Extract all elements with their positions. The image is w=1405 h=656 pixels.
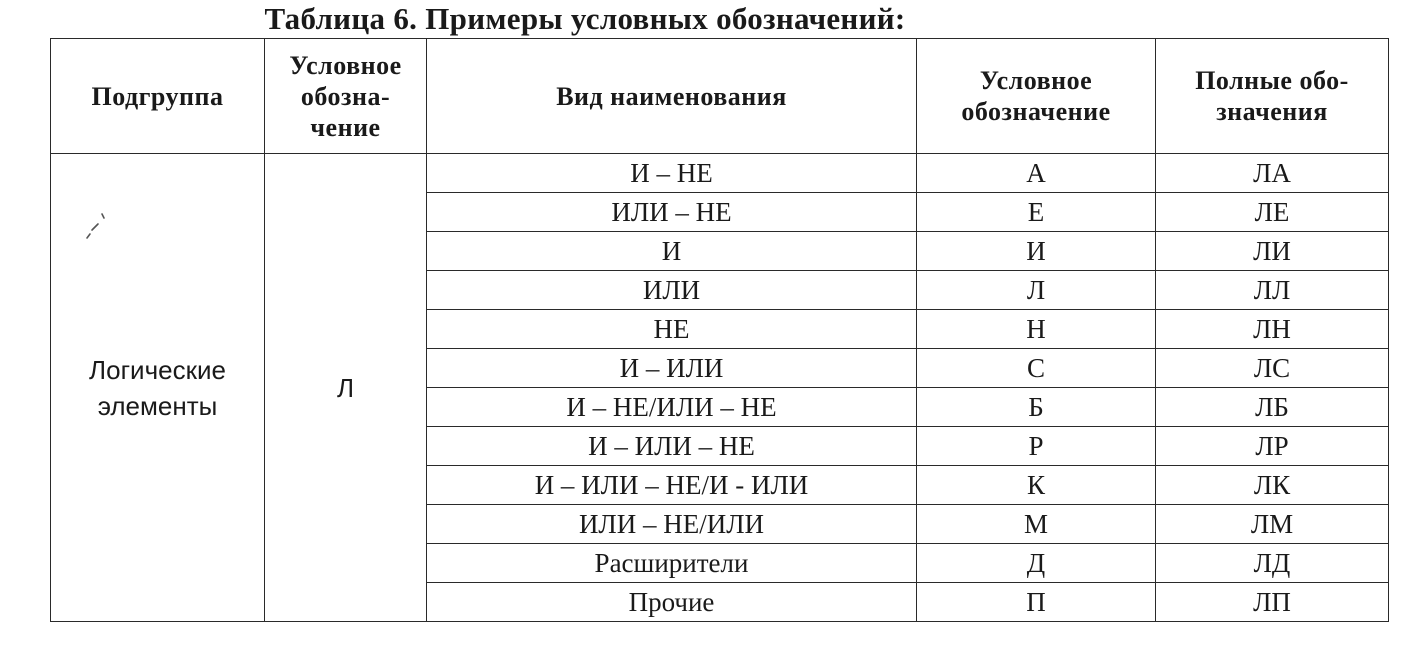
header-code-line1: Условное xyxy=(289,50,402,80)
full-cell: ЛМ xyxy=(1156,505,1389,544)
header-code-line2: обозна- xyxy=(300,81,391,111)
header-full-line1: Полные обо- xyxy=(1195,66,1349,95)
full-cell: ЛЕ xyxy=(1156,193,1389,232)
symbol-cell: М xyxy=(917,505,1156,544)
table-row xyxy=(51,154,1389,193)
full-cell: ЛИ xyxy=(1156,232,1389,271)
header-symbol xyxy=(917,39,1156,154)
name-cell: ИЛИ xyxy=(427,271,917,310)
header-subgroup-text: Подгруппа xyxy=(91,81,224,111)
full-cell: ЛА xyxy=(1156,154,1389,193)
header-subgroup xyxy=(51,39,265,154)
header-symbol-line2: обозначение xyxy=(961,97,1111,126)
name-cell: НЕ xyxy=(427,310,917,349)
name-cell: ИЛИ – НЕ xyxy=(427,193,917,232)
full-cell: ЛК xyxy=(1156,466,1389,505)
full-cell: ЛП xyxy=(1156,583,1389,622)
name-cell: И – ИЛИ – НЕ xyxy=(427,427,917,466)
subgroup-line1: Логические xyxy=(89,354,226,385)
name-cell: И – ИЛИ – НЕ/И - ИЛИ xyxy=(427,466,917,505)
name-cell: И xyxy=(427,232,917,271)
full-cell: ЛЛ xyxy=(1156,271,1389,310)
subgroup-line2: элементы xyxy=(97,390,218,421)
header-full xyxy=(1156,39,1389,154)
full-cell: ЛС xyxy=(1156,349,1389,388)
symbol-cell: С xyxy=(917,349,1156,388)
full-cell: ЛБ xyxy=(1156,388,1389,427)
name-cell: И – НЕ xyxy=(427,154,917,193)
designations-table xyxy=(50,38,1389,622)
header-code-line3: чение xyxy=(310,112,381,142)
symbol-cell: Р xyxy=(917,427,1156,466)
name-cell: Прочие xyxy=(427,583,917,622)
header-row xyxy=(51,39,1389,154)
symbol-cell: И xyxy=(917,232,1156,271)
header-name-kind-text: Вид наименования xyxy=(556,81,787,111)
header-full-line2: значения xyxy=(1216,97,1328,126)
symbol-cell: Д xyxy=(917,544,1156,583)
name-cell: И – НЕ/ИЛИ – НЕ xyxy=(427,388,917,427)
table-caption: Таблица 6. Примеры условных обозначений: xyxy=(264,1,906,36)
group-code-cell: Л xyxy=(265,154,427,622)
header-name-kind xyxy=(427,39,917,154)
symbol-cell: Н xyxy=(917,310,1156,349)
symbol-cell: Б xyxy=(917,388,1156,427)
scan-speck-mark xyxy=(84,212,108,242)
symbol-cell: Л xyxy=(917,271,1156,310)
name-cell: ИЛИ – НЕ/ИЛИ xyxy=(427,505,917,544)
header-code xyxy=(265,39,427,154)
name-cell: Расширители xyxy=(427,544,917,583)
symbol-cell: Е xyxy=(917,193,1156,232)
full-cell: ЛД xyxy=(1156,544,1389,583)
full-cell: ЛР xyxy=(1156,427,1389,466)
name-cell: И – ИЛИ xyxy=(427,349,917,388)
symbol-cell: П xyxy=(917,583,1156,622)
symbol-cell: А xyxy=(917,154,1156,193)
full-cell: ЛН xyxy=(1156,310,1389,349)
header-symbol-line1: Условное xyxy=(979,66,1093,95)
subgroup-cell xyxy=(51,154,265,622)
symbol-cell: К xyxy=(917,466,1156,505)
